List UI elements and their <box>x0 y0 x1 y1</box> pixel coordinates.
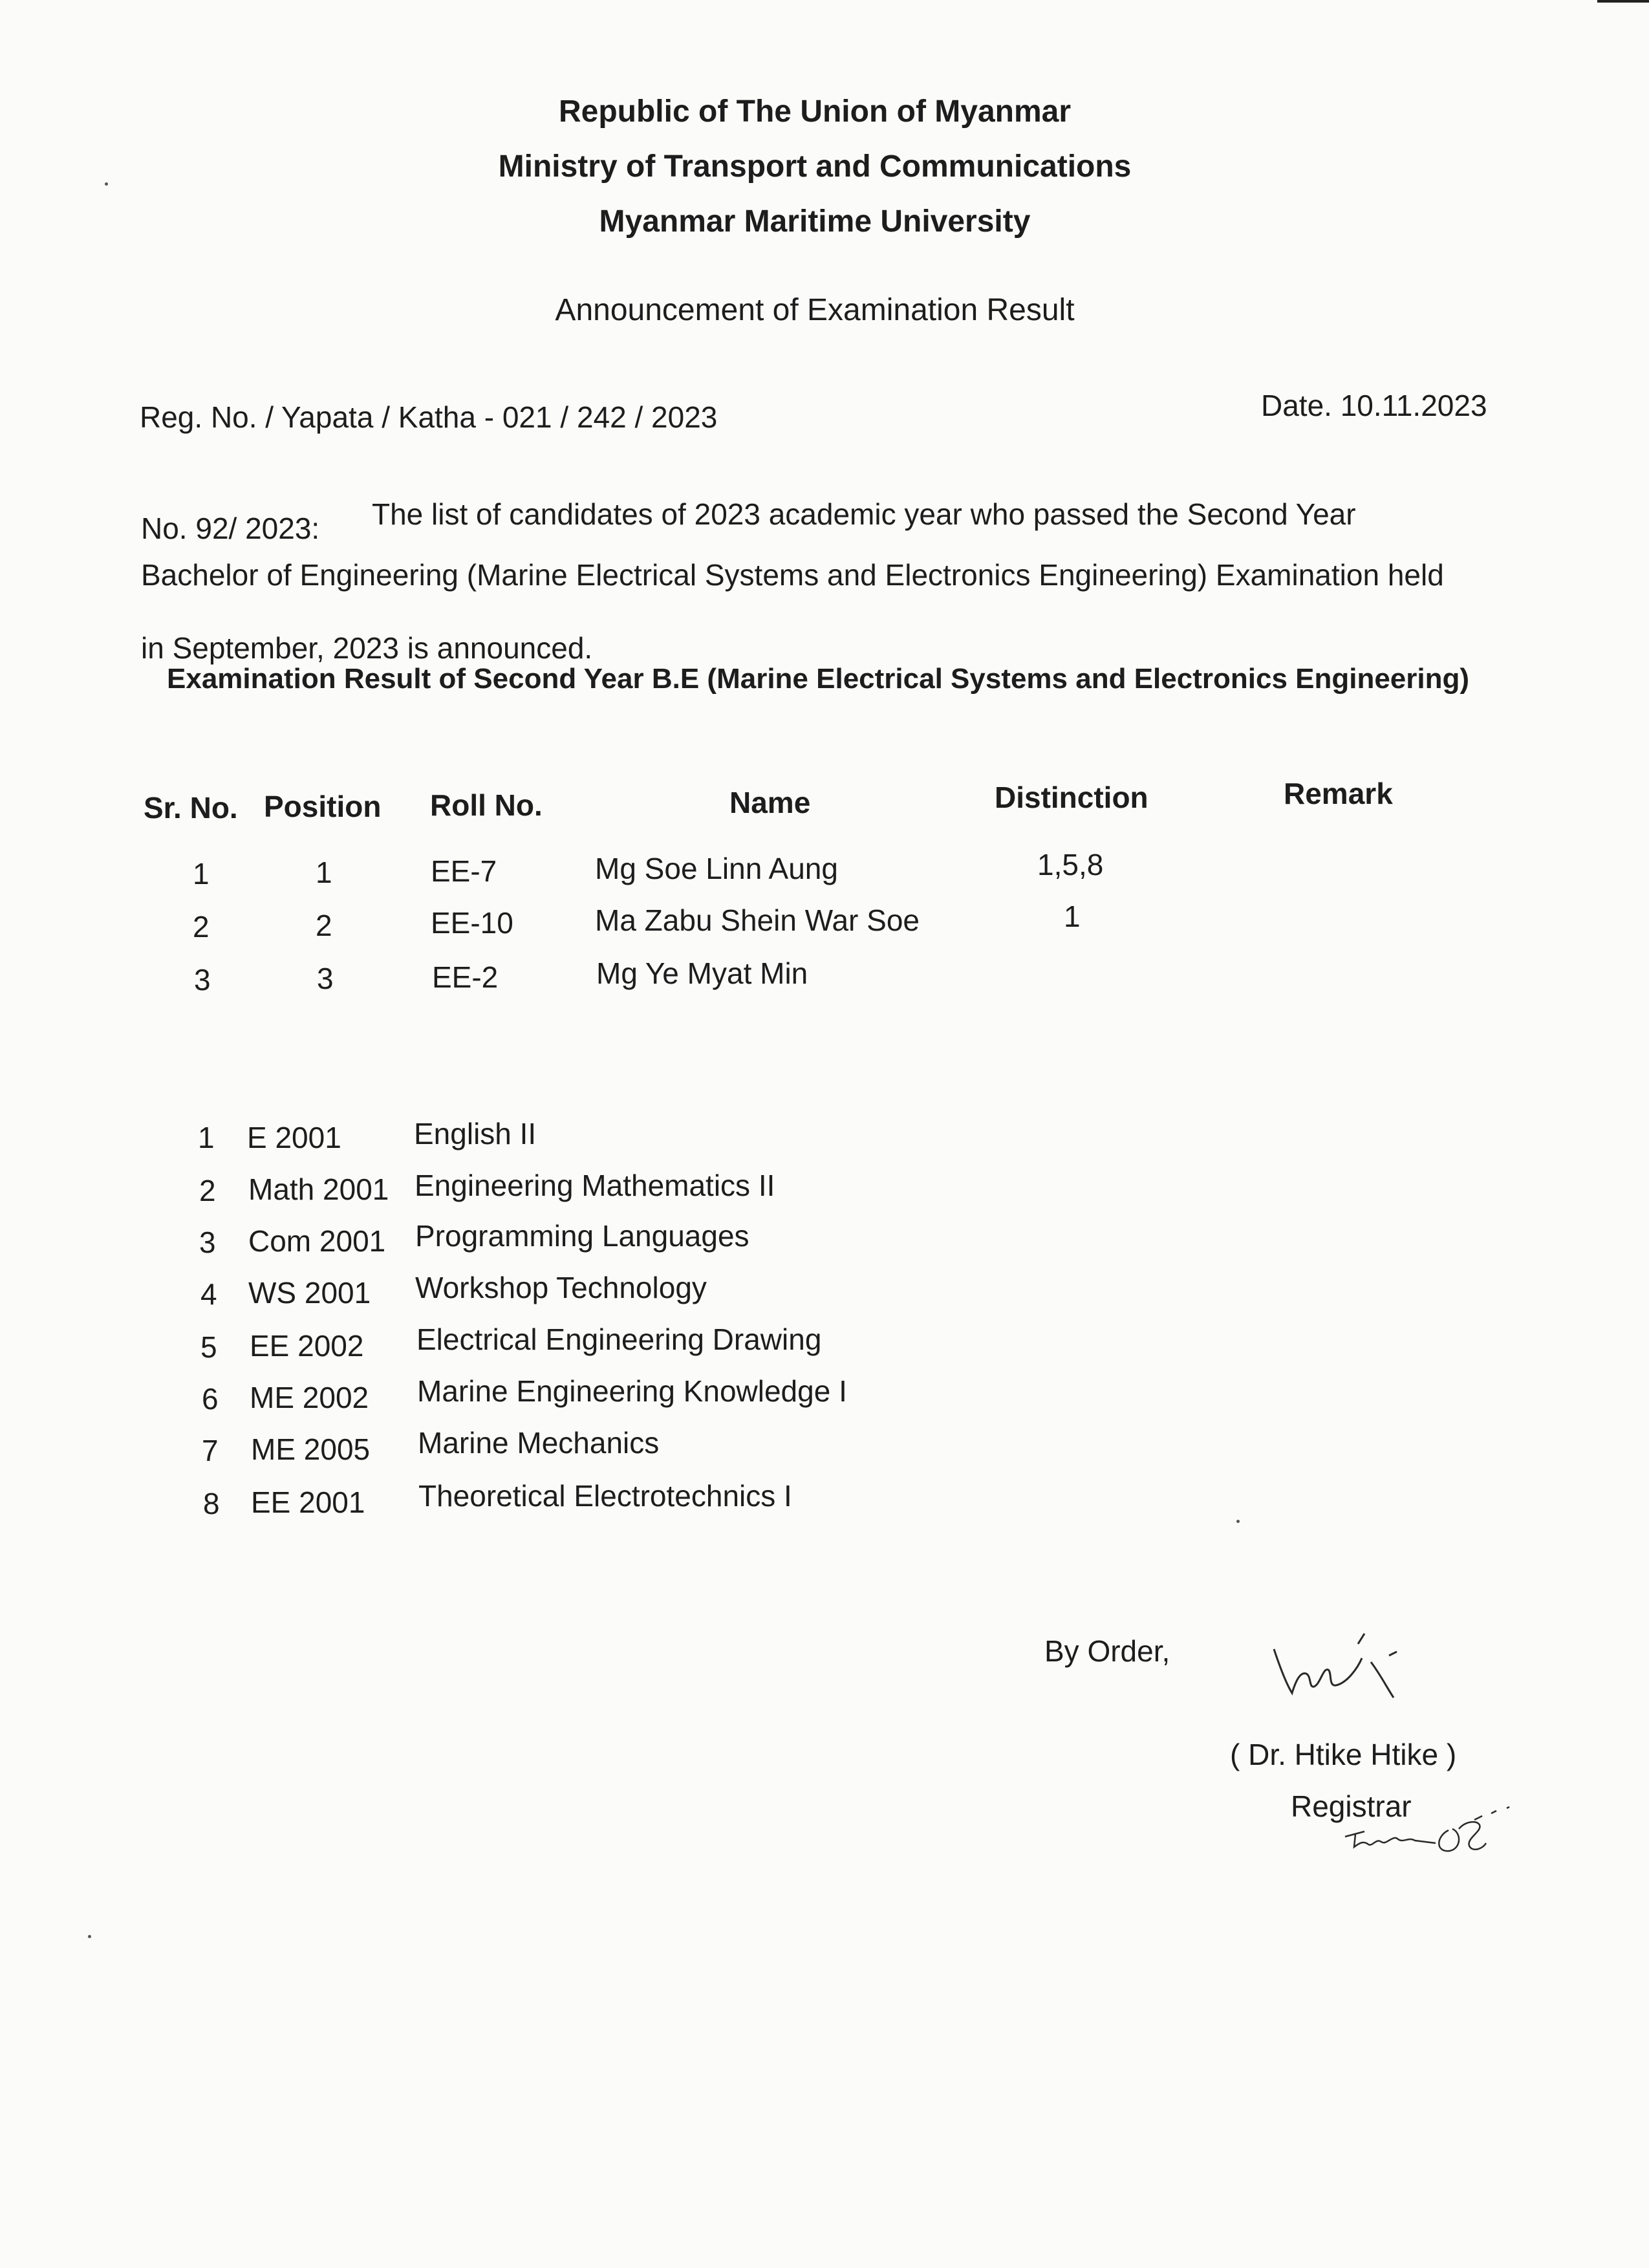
header-sr-no: Sr. No. <box>144 791 238 825</box>
subject-2-name: Engineering Mathematics II <box>415 1169 775 1202</box>
notice-number: No. 92/ 2023: <box>141 512 320 545</box>
row-2-name: Ma Zabu Shein War Soe <box>595 903 920 937</box>
signatory-name: ( Dr. Htike Htike ) <box>1230 1738 1457 1771</box>
subject-3-code: Com 2001 <box>248 1224 386 1258</box>
subject-5-no: 5 <box>200 1330 217 1364</box>
header-university: Myanmar Maritime University <box>599 204 1031 239</box>
subject-1-name: English II <box>414 1117 537 1150</box>
reg-number: Reg. No. / Yapata / Katha - 021 / 242 / 2023 <box>140 400 718 434</box>
scan-speck <box>105 182 108 186</box>
row-3-sr: 3 <box>194 963 211 997</box>
subject-3-name: Programming Languages <box>415 1219 749 1253</box>
header-country: Republic of The Union of Myanmar <box>558 94 1072 129</box>
scan-edge-mark <box>1597 0 1649 3</box>
subject-8-code: EE 2001 <box>251 1485 365 1519</box>
announcement-title: Announcement of Examination Result <box>555 293 1075 327</box>
subject-5-name: Electrical Engineering Drawing <box>416 1323 822 1356</box>
subject-7-no: 7 <box>202 1434 219 1467</box>
signatory-title: Registrar <box>1291 1789 1412 1823</box>
row-2-roll: EE-10 <box>431 906 513 940</box>
subject-4-name: Workshop Technology <box>415 1271 707 1304</box>
row-1-sr: 1 <box>193 857 210 891</box>
notice-text-line-2: Bachelor of Engineering (Marine Electrical Systems and Electronics Engineering) Examination held <box>141 558 1444 592</box>
date: Date. 10.11.2023 <box>1261 389 1487 422</box>
initials-handwritten <box>1339 1791 1533 1863</box>
header-ministry: Ministry of Transport and Communications <box>498 149 1132 184</box>
subject-7-code: ME 2005 <box>251 1432 371 1466</box>
row-2-sr: 2 <box>193 910 210 944</box>
row-3-position: 3 <box>317 962 334 995</box>
header-roll-no: Roll No. <box>430 788 543 822</box>
subject-6-no: 6 <box>202 1382 219 1416</box>
subject-8-name: Theoretical Electrotechnics I <box>418 1479 792 1513</box>
header-position: Position <box>264 790 382 823</box>
subject-1-code: E 2001 <box>247 1121 341 1154</box>
subject-6-code: ME 2002 <box>250 1381 369 1414</box>
subject-6-name: Marine Engineering Knowledge I <box>417 1374 847 1408</box>
header-remark: Remark <box>1284 777 1393 810</box>
header-name: Name <box>729 786 811 819</box>
signature-handwritten <box>1261 1610 1442 1714</box>
row-1-position: 1 <box>316 856 332 889</box>
row-3-name: Mg Ye Myat Min <box>596 956 808 990</box>
row-1-distinction: 1,5,8 <box>1037 848 1104 881</box>
subject-3-no: 3 <box>199 1226 216 1259</box>
notice-text-line-3: in September, 2023 is announced. <box>141 631 593 665</box>
row-2-position: 2 <box>316 909 332 942</box>
scan-speck <box>1236 1520 1240 1523</box>
row-3-roll: EE-2 <box>432 960 499 994</box>
result-heading: Examination Result of Second Year B.E (Marine Electrical Systems and Electronics Engineering) <box>167 663 1470 695</box>
subject-8-no: 8 <box>203 1487 220 1520</box>
header-distinction: Distinction <box>995 781 1148 814</box>
row-1-name: Mg Soe Linn Aung <box>595 852 838 885</box>
subject-2-code: Math 2001 <box>248 1172 389 1206</box>
subject-4-code: WS 2001 <box>248 1276 371 1310</box>
by-order: By Order, <box>1044 1634 1170 1668</box>
subject-5-code: EE 2002 <box>250 1329 364 1363</box>
row-1-roll: EE-7 <box>431 854 497 888</box>
row-2-distinction: 1 <box>1064 900 1081 933</box>
subject-4-no: 4 <box>200 1277 217 1311</box>
subject-1-no: 1 <box>198 1121 215 1154</box>
subject-7-name: Marine Mechanics <box>418 1426 660 1460</box>
subject-2-no: 2 <box>199 1174 216 1207</box>
notice-text-line-1: The list of candidates of 2023 academic year who passed the Second Year <box>372 497 1356 531</box>
scan-speck <box>88 1935 91 1938</box>
